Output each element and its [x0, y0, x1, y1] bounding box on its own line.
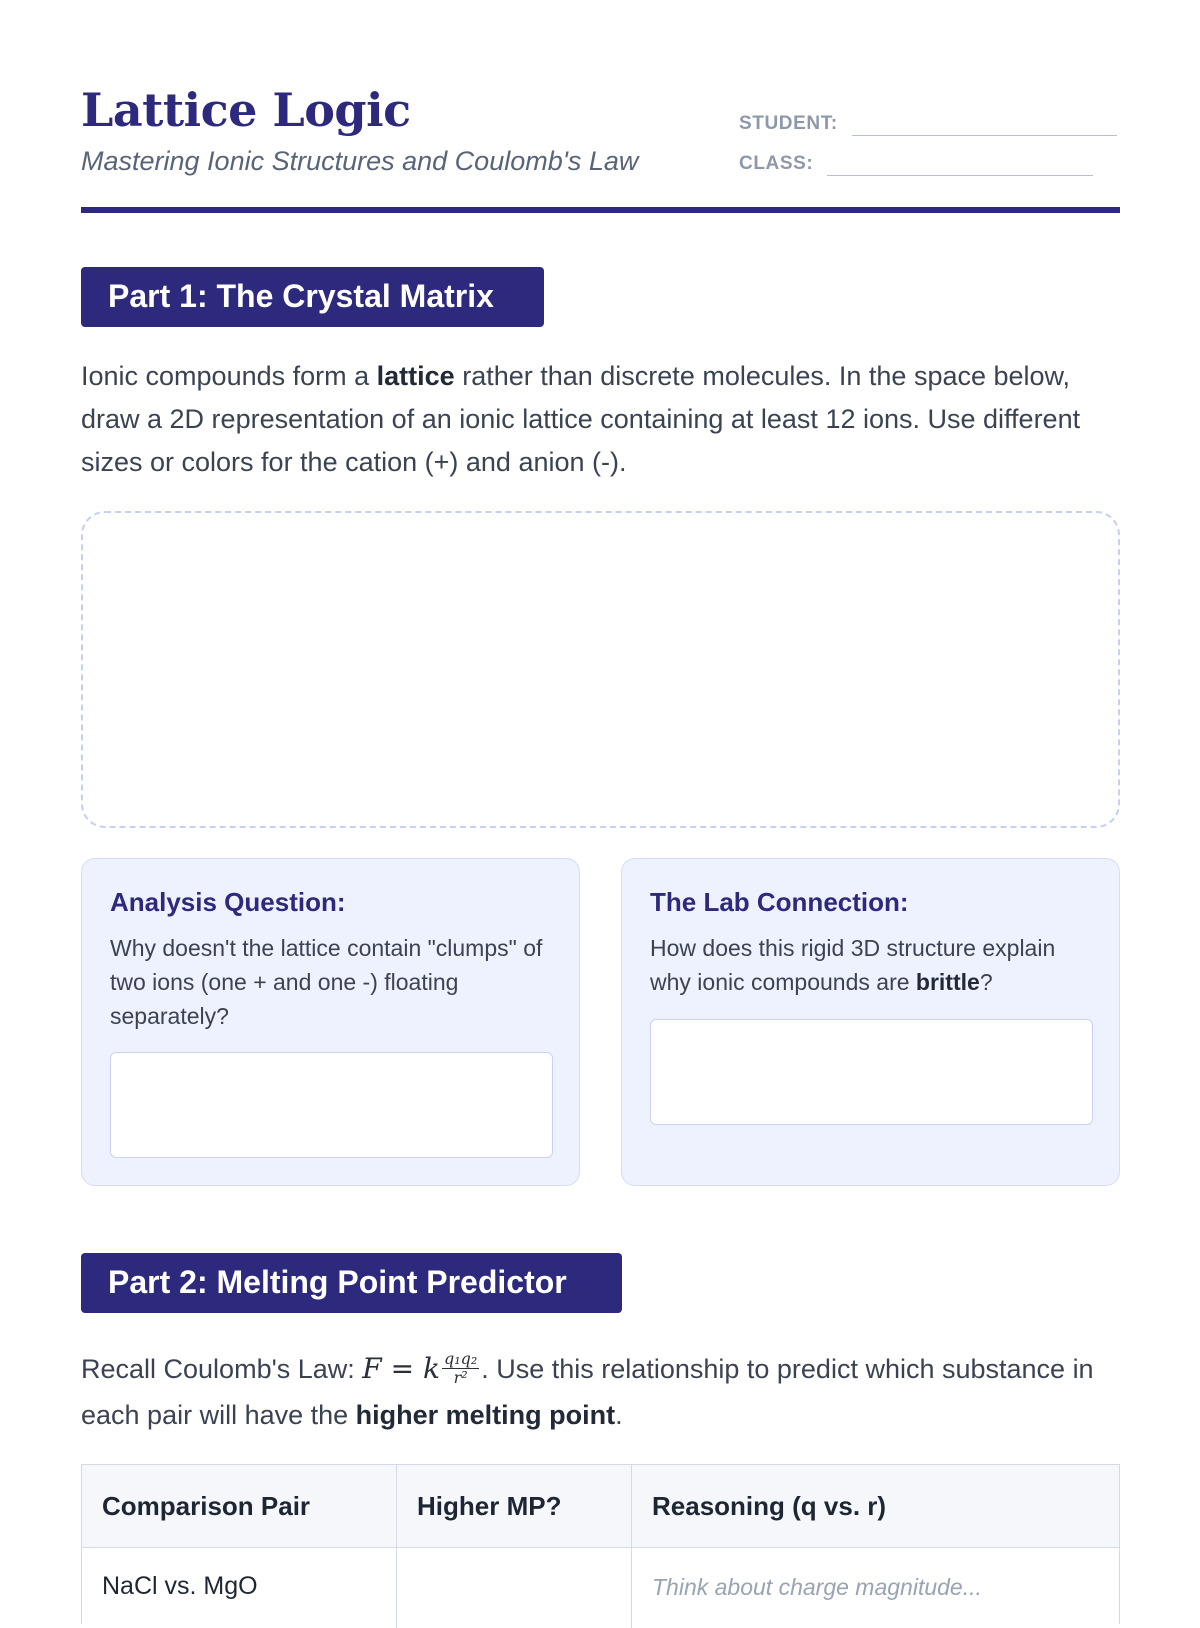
formula-equals: = [381, 1352, 423, 1385]
table-header-row [82, 1465, 1119, 1548]
table-row [82, 1548, 1119, 1628]
class-label: CLASS: [739, 153, 814, 174]
formula-force: F [362, 1352, 382, 1385]
part2-intro-keyword: higher melting point [355, 1400, 616, 1430]
header-divider [81, 207, 1120, 213]
class-name-line[interactable] [827, 153, 1093, 176]
analysis-question-title: Analysis Question: [110, 887, 346, 917]
student-label: STUDENT: [739, 113, 838, 134]
column-header-pair: Comparison Pair [82, 1465, 397, 1547]
column-header-reasoning: Reasoning (q vs. r) [652, 1490, 887, 1521]
lab-connection-text [650, 931, 1091, 999]
lab-connection-title: The Lab Connection: [650, 887, 909, 917]
lab-connection-text-start: How does this rigid 3D structure explain why ionic compounds are [650, 935, 1056, 995]
melting-point-table [81, 1464, 1120, 1624]
student-name-line[interactable] [852, 113, 1117, 136]
part2-instructions [81, 1346, 1120, 1438]
lab-connection-keyword: brittle [915, 969, 980, 995]
analysis-answer-box[interactable] [110, 1052, 553, 1158]
part1-intro-keyword: lattice [376, 361, 455, 391]
worksheet-title: Lattice Logic [81, 83, 411, 137]
student-field [739, 112, 1117, 136]
part2-intro-text-end: . [615, 1400, 623, 1430]
formula-fraction [442, 1350, 479, 1387]
lab-connection-card [621, 858, 1120, 1186]
analysis-question-card [81, 858, 580, 1186]
higher-mp-answer-cell[interactable] [397, 1548, 632, 1628]
part2-intro-text-mid: . Use this relationship to predict which substance in each pair will have the [81, 1354, 1094, 1430]
part2-heading: Part 2: Melting Point Predictor [81, 1253, 622, 1313]
lab-connection-text-end: ? [979, 969, 993, 995]
part1-intro-text-end: rather than discrete molecules. In the space below, draw a 2D representation of an ionic lattice containing at least 12 ions. Use different sizes or colors for the cation (+) and anion (-). [81, 361, 1081, 477]
part1-intro-text: Ionic compounds form a [81, 361, 377, 391]
formula-constant: k [422, 1352, 440, 1385]
lattice-drawing-area[interactable] [81, 511, 1120, 828]
pair-cell: NaCl vs. MgO [82, 1548, 397, 1628]
part1-heading: Part 1: The Crystal Matrix [81, 267, 544, 327]
analysis-question-text: Why doesn't the lattice contain "clumps" of two ions (one + and one -) floating separately? [110, 935, 543, 1029]
worksheet-header [81, 0, 1120, 214]
class-field [739, 152, 1093, 176]
column-header-higher-mp: Higher MP? [397, 1465, 632, 1547]
part1-instructions [81, 355, 1120, 484]
part2-intro-text: Recall Coulomb's Law: [81, 1354, 363, 1384]
worksheet-page [81, 0, 1120, 1600]
coulombs-law-formula [362, 1349, 481, 1387]
formula-numerator: q₁q₂ [443, 1349, 478, 1368]
lab-answer-box[interactable] [650, 1019, 1093, 1125]
reasoning-answer-cell[interactable]: Think about charge magnitude... [652, 1574, 982, 1600]
worksheet-subtitle: Mastering Ionic Structures and Coulomb's Law [81, 146, 639, 176]
formula-denominator: r² [453, 1368, 468, 1387]
